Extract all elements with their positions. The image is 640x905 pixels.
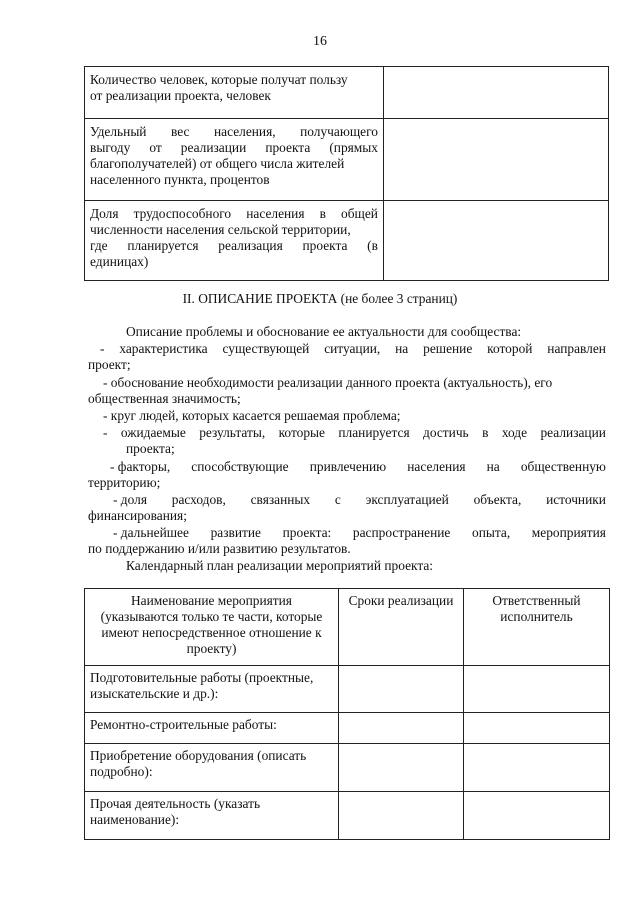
header-dates: Сроки реализации xyxy=(339,589,464,666)
dates-cell[interactable] xyxy=(339,744,464,792)
list-item-line: - доля расходов, связанных с эксплуатацией объекта, источники xyxy=(113,492,606,507)
list-item-line: проект; xyxy=(88,357,131,372)
list-item-line: - обоснование необходимости реализации данного проекта (актуальность), его xyxy=(103,375,553,390)
responsible-cell[interactable] xyxy=(464,713,610,744)
indicator-line: численности населения сельской территории, xyxy=(90,222,351,237)
calendar-table xyxy=(84,588,610,840)
header-responsible: Ответственный исполнитель xyxy=(464,589,610,666)
list-item-line: по поддержанию и/или развитию результатов. xyxy=(88,541,351,556)
indicator-line: населенного пункта, процентов xyxy=(90,172,270,187)
indicator-line: Количество человек, которые получат пользу xyxy=(90,72,348,87)
indicator-line: выгоду от реализации проекта (прямых xyxy=(90,140,378,155)
table-row xyxy=(85,201,609,281)
list-item-line: - ожидаемые результаты, которые планируется достичь в ходе реализации xyxy=(103,425,606,440)
indicator-line: Доля трудоспособного населения в общей xyxy=(90,206,378,221)
list-item-line: территорию; xyxy=(88,475,161,490)
indicator-line: где планируется реализация проекта (в xyxy=(90,238,378,253)
list-item-line: - характеристика существующей ситуации, на решение которой направлен xyxy=(100,341,606,356)
list-item-line: финансирования; xyxy=(88,508,187,523)
responsible-cell[interactable] xyxy=(464,744,610,792)
activity-cell: Приобретение оборудования (описать подробно): xyxy=(85,744,339,792)
indicator-value-cell[interactable] xyxy=(384,119,609,201)
activity-cell: Подготовительные работы (проектные, изыскательские и др.): xyxy=(85,666,339,713)
indicator-line: от реализации проекта, человек xyxy=(90,88,271,103)
section-intro: Описание проблемы и обоснование ее актуальности для сообщества: xyxy=(126,324,522,339)
indicator-line: единицах) xyxy=(90,254,149,269)
header-activity: Наименование мероприятия (указываются только те части, которые имеют непосредственное отношение к проекту) xyxy=(85,589,339,666)
table-row xyxy=(85,67,609,119)
indicator-label xyxy=(85,67,384,119)
list-item-line: - факторы, способствующие привлечению населения на общественную xyxy=(110,459,606,474)
responsible-cell[interactable] xyxy=(464,792,610,840)
list-item-line: общественная значимость; xyxy=(88,391,241,406)
dates-cell[interactable] xyxy=(339,713,464,744)
indicator-line: Удельный вес населения, получающего xyxy=(90,124,378,139)
table-row xyxy=(85,713,610,744)
list-item-line: проекта; xyxy=(126,441,175,456)
activity-cell: Прочая деятельность (указать наименование): xyxy=(85,792,339,840)
table-row xyxy=(85,744,610,792)
indicator-value-cell[interactable] xyxy=(384,201,609,281)
indicator-label xyxy=(85,201,384,281)
dates-cell[interactable] xyxy=(339,792,464,840)
list-item-line: - дальнейшее развитие проекта: распространение опыта, мероприятия xyxy=(113,525,606,540)
calendar-intro: Календарный план реализации мероприятий проекта: xyxy=(126,558,434,573)
indicator-value-cell[interactable] xyxy=(384,67,609,119)
table-row xyxy=(85,666,610,713)
table-row xyxy=(85,119,609,201)
table-header-row xyxy=(85,589,610,666)
list-item-line: - круг людей, которых касается решаемая проблема; xyxy=(103,408,401,423)
table-row xyxy=(85,792,610,840)
dates-cell[interactable] xyxy=(339,666,464,713)
indicators-table xyxy=(84,66,609,281)
section-title: II. ОПИСАНИЕ ПРОЕКТА (не более 3 страниц) xyxy=(182,291,458,306)
indicator-label xyxy=(85,119,384,201)
page-number: 16 xyxy=(313,34,327,49)
activity-cell: Ремонтно-строительные работы: xyxy=(85,713,339,744)
responsible-cell[interactable] xyxy=(464,666,610,713)
indicator-line: благополучателей) от общего числа жителей xyxy=(90,156,345,171)
